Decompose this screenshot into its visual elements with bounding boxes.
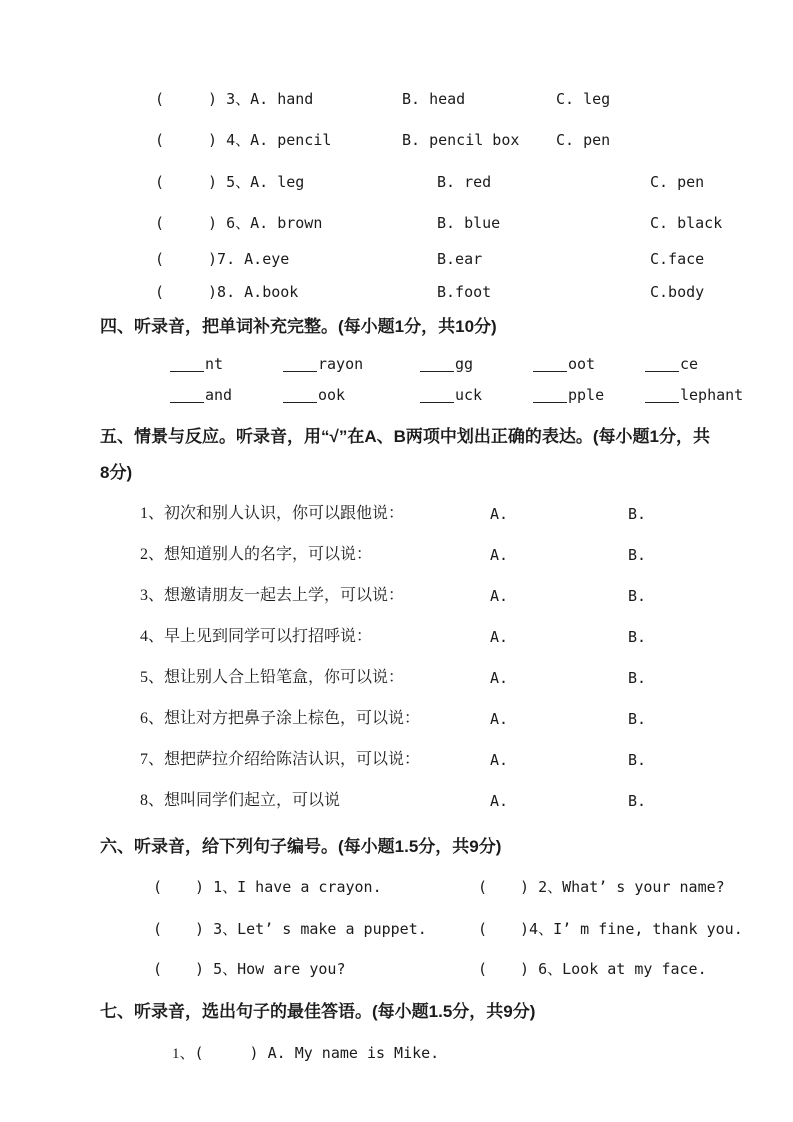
choice-question-row [0,91,793,107]
best-answer-item [0,1045,793,1061]
option-c: C. leg [556,90,611,108]
question-number: ) 5、 [208,173,251,191]
situation-option-a[interactable]: A. [490,628,509,646]
option-b: B.foot [437,283,492,301]
situation-row [0,506,793,522]
word-suffix: gg [455,355,474,373]
situation-list [0,506,793,809]
situation-option-b[interactable]: B. [628,628,647,646]
situation-question: 6、想让对方把鼻子涂上棕色，可以说： [140,710,421,727]
section4-heading: 四、听录音，把单词补充完整。(每小题1分，共10分) [100,317,497,336]
word-suffix: uck [455,386,483,404]
question-number: ) 6、 [208,214,251,232]
word-suffix: nt [205,355,224,373]
section6-heading: 六、听录音，给下列句子编号。(每小题1.5分，共9分) [100,837,502,856]
choice-question-row [0,284,793,300]
situation-row [0,670,793,686]
open-paren: ( [153,920,163,938]
word-suffix: and [205,386,233,404]
word-blank-line[interactable] [645,369,679,372]
situation-question: 2、想知道别人的名字，可以说： [140,546,373,563]
open-paren: ( [155,131,165,149]
sentence-text: )4、I’ m fine, thank you. [520,920,743,938]
option-b: B. head [402,90,466,108]
option-a: A.book [244,283,299,301]
situation-option-b[interactable]: B. [628,792,647,810]
option-c: C. black [650,214,723,232]
word-suffix: rayon [318,355,364,373]
section5-heading-line2: 8分) [100,463,133,482]
open-paren: ( [155,283,165,301]
situation-option-a[interactable]: A. [490,505,509,523]
listening-choice-section [0,91,793,300]
word-suffix: pple [568,386,605,404]
section5-heading-line1: 五、情景与反应。听录音，用“√”在A、B两项中划出正确的表达。(每小题1分，共 [100,427,710,446]
option-c: C. pen [556,131,611,149]
situation-option-a[interactable]: A. [490,792,509,810]
situation-row [0,752,793,768]
open-paren: ( [478,878,488,896]
option-b: B. blue [437,214,501,232]
word-blank-line[interactable] [283,400,317,403]
choice-question-row [0,174,793,190]
question-number: ) 3、 [208,90,251,108]
word-blank-line[interactable] [645,400,679,403]
word-blank-line[interactable] [420,369,454,372]
option-b: B. red [437,173,492,191]
word-blank-line[interactable] [283,369,317,372]
option-c: C. pen [650,173,705,191]
section7-heading: 七、听录音，选出句子的最佳答语。(每小题1.5分，共9分) [100,1002,536,1021]
situation-question: 3、想邀请朋友一起去上学，可以说： [140,587,405,604]
word-suffix: ce [680,355,699,373]
sentence-row [0,879,793,895]
answer-option-a: ) A. My name is Mike. [249,1044,440,1062]
word-blank-line[interactable] [533,369,567,372]
choice-question-row [0,251,793,267]
word-blank-line[interactable] [420,400,454,403]
open-paren: ( [194,1044,204,1062]
situation-row [0,793,793,809]
word-blank-line[interactable] [170,400,204,403]
question-number: )8. [208,283,245,301]
section5-heading [0,419,793,491]
sentence-row [0,961,793,977]
situation-question: 7、想把萨拉介绍给陈洁认识，可以说： [140,751,421,768]
situation-option-b[interactable]: B. [628,710,647,728]
situation-row [0,629,793,645]
situation-option-b[interactable]: B. [628,587,647,605]
situation-row [0,711,793,727]
situation-option-a[interactable]: A. [490,710,509,728]
open-paren: ( [155,214,165,232]
situation-row [0,588,793,604]
option-b: B.ear [437,250,483,268]
situation-option-b[interactable]: B. [628,546,647,564]
situation-question: 1、初次和别人认识，你可以跟他说： [140,505,405,522]
situation-option-a[interactable]: A. [490,546,509,564]
situation-option-a[interactable]: A. [490,751,509,769]
situation-question: 8、想叫同学们起立，可以说 [140,792,341,809]
choice-question-row [0,215,793,231]
question-number: ) 4、 [208,131,251,149]
word-blank-line[interactable] [170,369,204,372]
option-a: A. leg [250,173,305,191]
sentence-text: ) 5、How are you? [195,960,346,978]
question-number: 1、 [172,1046,195,1062]
open-paren: ( [153,878,163,896]
word-suffix: lephant [680,386,744,404]
option-a: A. pencil [250,131,332,149]
situation-option-b[interactable]: B. [628,669,647,687]
open-paren: ( [153,960,163,978]
sentence-number-list [0,879,793,977]
option-a: A.eye [244,250,290,268]
situation-row [0,547,793,563]
sentence-text: ) 6、Look at my face. [520,960,707,978]
situation-question: 5、想让别人合上铅笔盒，你可以说： [140,669,405,686]
open-paren: ( [155,173,165,191]
situation-question: 4、早上见到同学可以打招呼说： [140,628,373,645]
sentence-row [0,921,793,937]
situation-option-b[interactable]: B. [628,751,647,769]
word-suffix: oot [568,355,596,373]
situation-option-a[interactable]: A. [490,669,509,687]
situation-option-a[interactable]: A. [490,587,509,605]
situation-option-b[interactable]: B. [628,505,647,523]
option-b: B. pencil box [402,131,520,149]
choice-question-row [0,132,793,148]
word-blank-row [0,387,793,403]
open-paren: ( [155,250,165,268]
sentence-text: ) 1、I have a crayon. [195,878,382,896]
word-blank-line[interactable] [533,400,567,403]
sentence-text: ) 3、Let’ s make a puppet. [195,920,427,938]
question-number: )7. [208,250,245,268]
open-paren: ( [155,90,165,108]
open-paren: ( [478,960,488,978]
word-suffix: ook [318,386,346,404]
option-a: A. hand [250,90,314,108]
option-c: C.face [650,250,705,268]
open-paren: ( [478,920,488,938]
word-blank-row [0,356,793,372]
sentence-text: ) 2、What’ s your name? [520,878,725,896]
option-a: A. brown [250,214,323,232]
option-c: C.body [650,283,705,301]
